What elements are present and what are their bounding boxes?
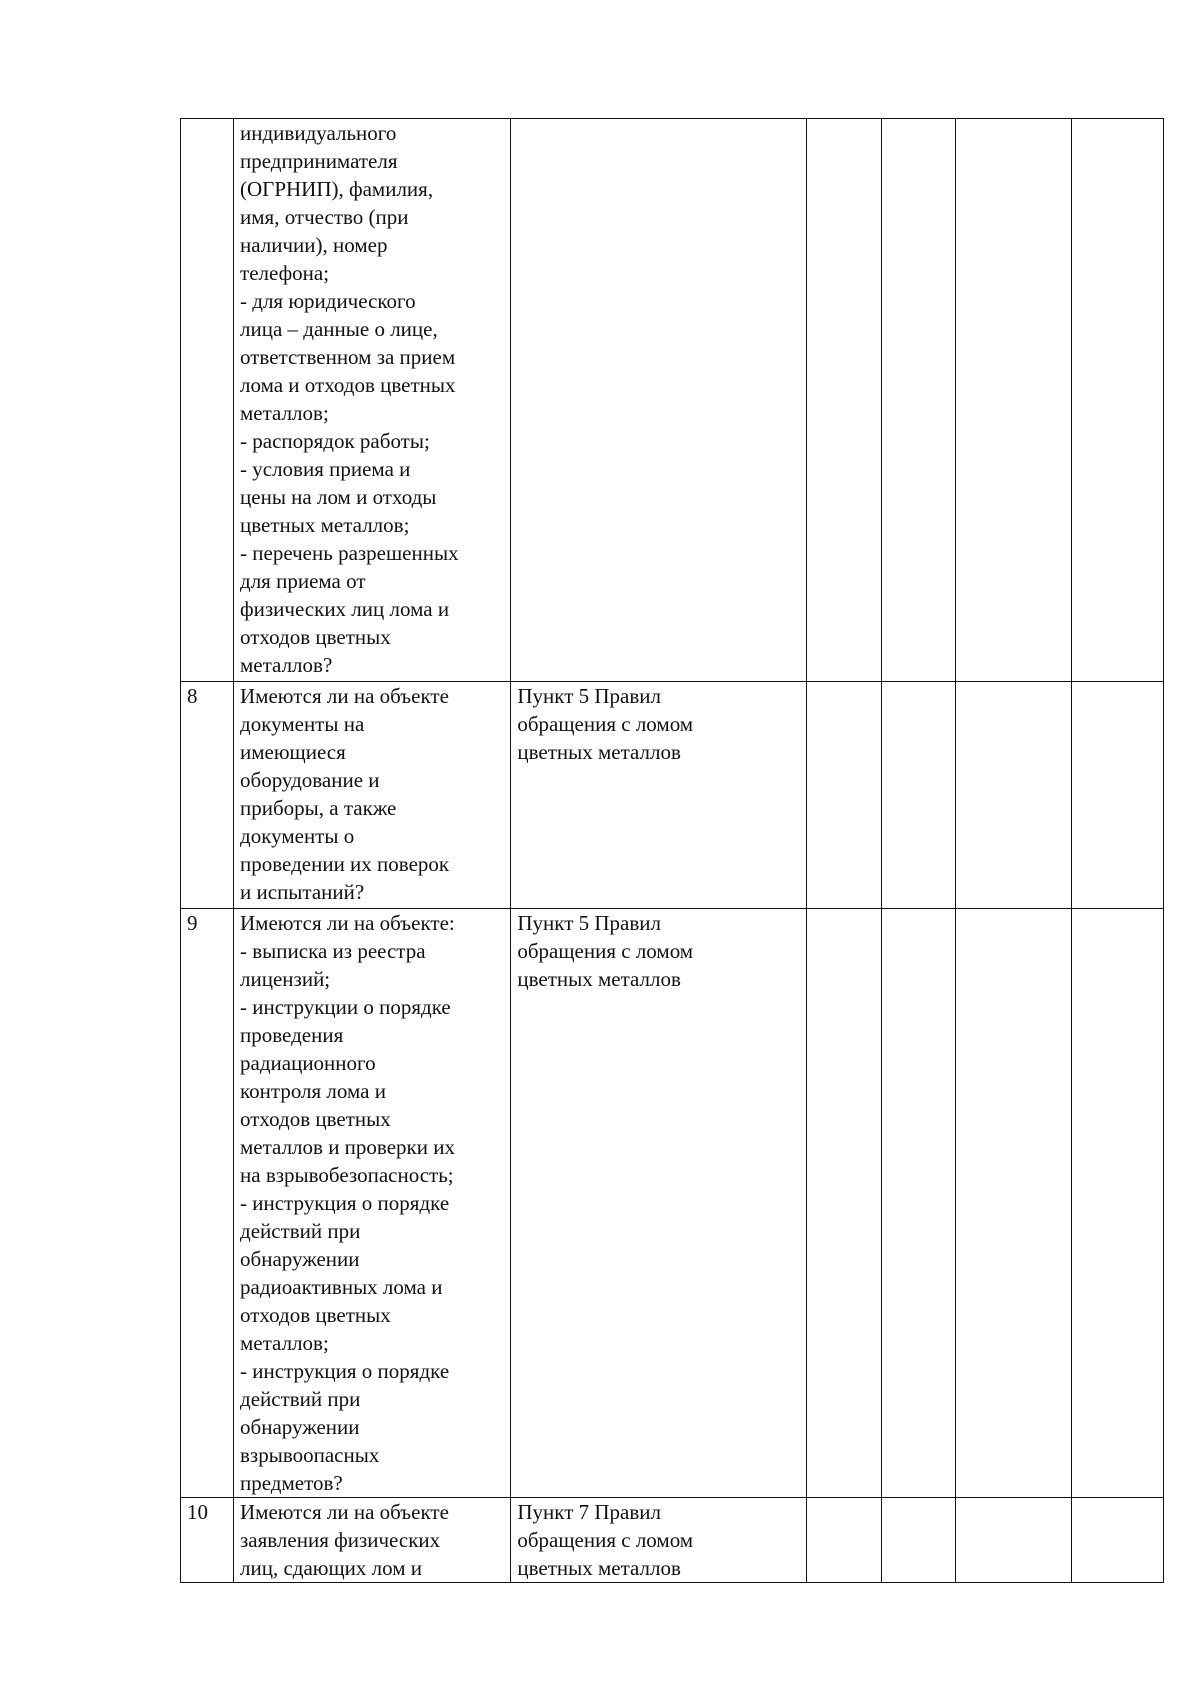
empty-cell: [807, 682, 881, 909]
empty-cell: [807, 119, 881, 682]
table-row: [181, 682, 1164, 909]
question-line: действий при: [240, 1387, 361, 1411]
question-line: - инструкция о порядке: [240, 1191, 450, 1215]
reference-line: Пункт 5 Правил: [517, 684, 662, 708]
reference-line: Пункт 5 Правил: [517, 911, 662, 935]
empty-cell: [881, 682, 955, 909]
question-line: проведения: [240, 1023, 344, 1047]
question-line: (ОГРНИП), фамилия,: [240, 177, 434, 201]
row-number-cell: [181, 119, 234, 682]
question-line: Имеются ли на объекте: [240, 684, 449, 708]
question-line: - инструкция о порядке: [240, 1359, 450, 1383]
question-line: наличии), номер: [240, 233, 388, 257]
reference-line: Пункт 7 Правил: [517, 1500, 662, 1524]
empty-cell: [881, 1498, 955, 1583]
question-line: металлов и проверки их: [240, 1135, 455, 1159]
question-line: обнаружении: [240, 1415, 360, 1439]
question-line: имя, отчество (при: [240, 205, 409, 229]
row-number-cell: 9: [181, 909, 234, 1498]
table-row: [181, 909, 1164, 1498]
question-line: контроля лома и: [240, 1079, 386, 1103]
table-row: [181, 119, 1164, 682]
question-line: Имеются ли на объекте:: [240, 911, 455, 935]
empty-cell: [1072, 119, 1164, 682]
row-number-cell: 8: [181, 682, 234, 909]
question-cell: [234, 909, 511, 1498]
empty-cell: [807, 1498, 881, 1583]
question-cell: [234, 682, 511, 909]
empty-cell: [881, 909, 955, 1498]
question-line: радиационного: [240, 1051, 376, 1075]
question-line: заявления физических: [240, 1528, 441, 1552]
reference-line: цветных металлов: [517, 967, 681, 991]
question-line: и испытаний?: [240, 880, 365, 904]
question-line: предпринимателя: [240, 149, 398, 173]
empty-cell: [1072, 1498, 1164, 1583]
table-row: [181, 1498, 1164, 1583]
empty-cell: [1072, 682, 1164, 909]
question-line: - для юридического: [240, 289, 416, 313]
reference-cell: [511, 1498, 807, 1583]
reference-cell: [511, 119, 807, 682]
question-line: лица – данные о лице,: [240, 317, 438, 341]
question-cell: [234, 119, 511, 682]
question-line: на взрывобезопасность;: [240, 1163, 454, 1187]
question-line: - условия приема и: [240, 457, 411, 481]
empty-cell: [955, 682, 1071, 909]
question-line: лицензий;: [240, 967, 331, 991]
question-line: - инструкции о порядке: [240, 995, 451, 1019]
empty-cell: [955, 119, 1071, 682]
question-line: проведении их поверок: [240, 852, 450, 876]
question-line: лиц, сдающих лом и: [240, 1556, 423, 1580]
question-line: действий при: [240, 1219, 361, 1243]
question-line: предметов?: [240, 1471, 343, 1495]
question-line: ответственном за прием: [240, 345, 456, 369]
question-line: цены на лом и отходы: [240, 485, 437, 509]
question-line: - выписка из реестра: [240, 939, 426, 963]
reference-line: обращения с ломом: [517, 939, 694, 963]
reference-line: цветных металлов: [517, 1556, 681, 1580]
question-line: взрывоопасных: [240, 1443, 380, 1467]
question-line: - распорядок работы;: [240, 429, 430, 453]
checklist-table: [180, 118, 1164, 1583]
empty-cell: [1072, 909, 1164, 1498]
empty-cell: [955, 909, 1071, 1498]
question-line: цветных металлов;: [240, 513, 410, 537]
question-line: Имеются ли на объекте: [240, 1500, 449, 1524]
question-line: металлов;: [240, 1331, 329, 1355]
question-line: металлов;: [240, 401, 329, 425]
empty-cell: [807, 909, 881, 1498]
question-line: металлов?: [240, 653, 333, 677]
question-line: документы на: [240, 712, 365, 736]
question-line: документы о: [240, 824, 355, 848]
question-line: обнаружении: [240, 1247, 360, 1271]
question-line: отходов цветных: [240, 625, 391, 649]
reference-cell: [511, 682, 807, 909]
reference-line: обращения с ломом: [517, 1528, 694, 1552]
row-number-cell: 10: [181, 1498, 234, 1583]
empty-cell: [955, 1498, 1071, 1583]
question-line: радиоактивных лома и: [240, 1275, 443, 1299]
question-line: приборы, а также: [240, 796, 397, 820]
question-line: имеющиеся: [240, 740, 346, 764]
reference-line: обращения с ломом: [517, 712, 694, 736]
question-line: лома и отходов цветных: [240, 373, 456, 397]
question-line: телефона;: [240, 261, 330, 285]
question-cell: [234, 1498, 511, 1583]
question-line: - перечень разрешенных: [240, 541, 459, 565]
question-line: физических лиц лома и: [240, 597, 450, 621]
reference-cell: [511, 909, 807, 1498]
reference-line: цветных металлов: [517, 740, 681, 764]
empty-cell: [881, 119, 955, 682]
question-line: оборудование и: [240, 768, 380, 792]
question-line: индивидуального: [240, 121, 397, 145]
question-line: отходов цветных: [240, 1107, 391, 1131]
question-line: отходов цветных: [240, 1303, 391, 1327]
question-line: для приема от: [240, 569, 366, 593]
